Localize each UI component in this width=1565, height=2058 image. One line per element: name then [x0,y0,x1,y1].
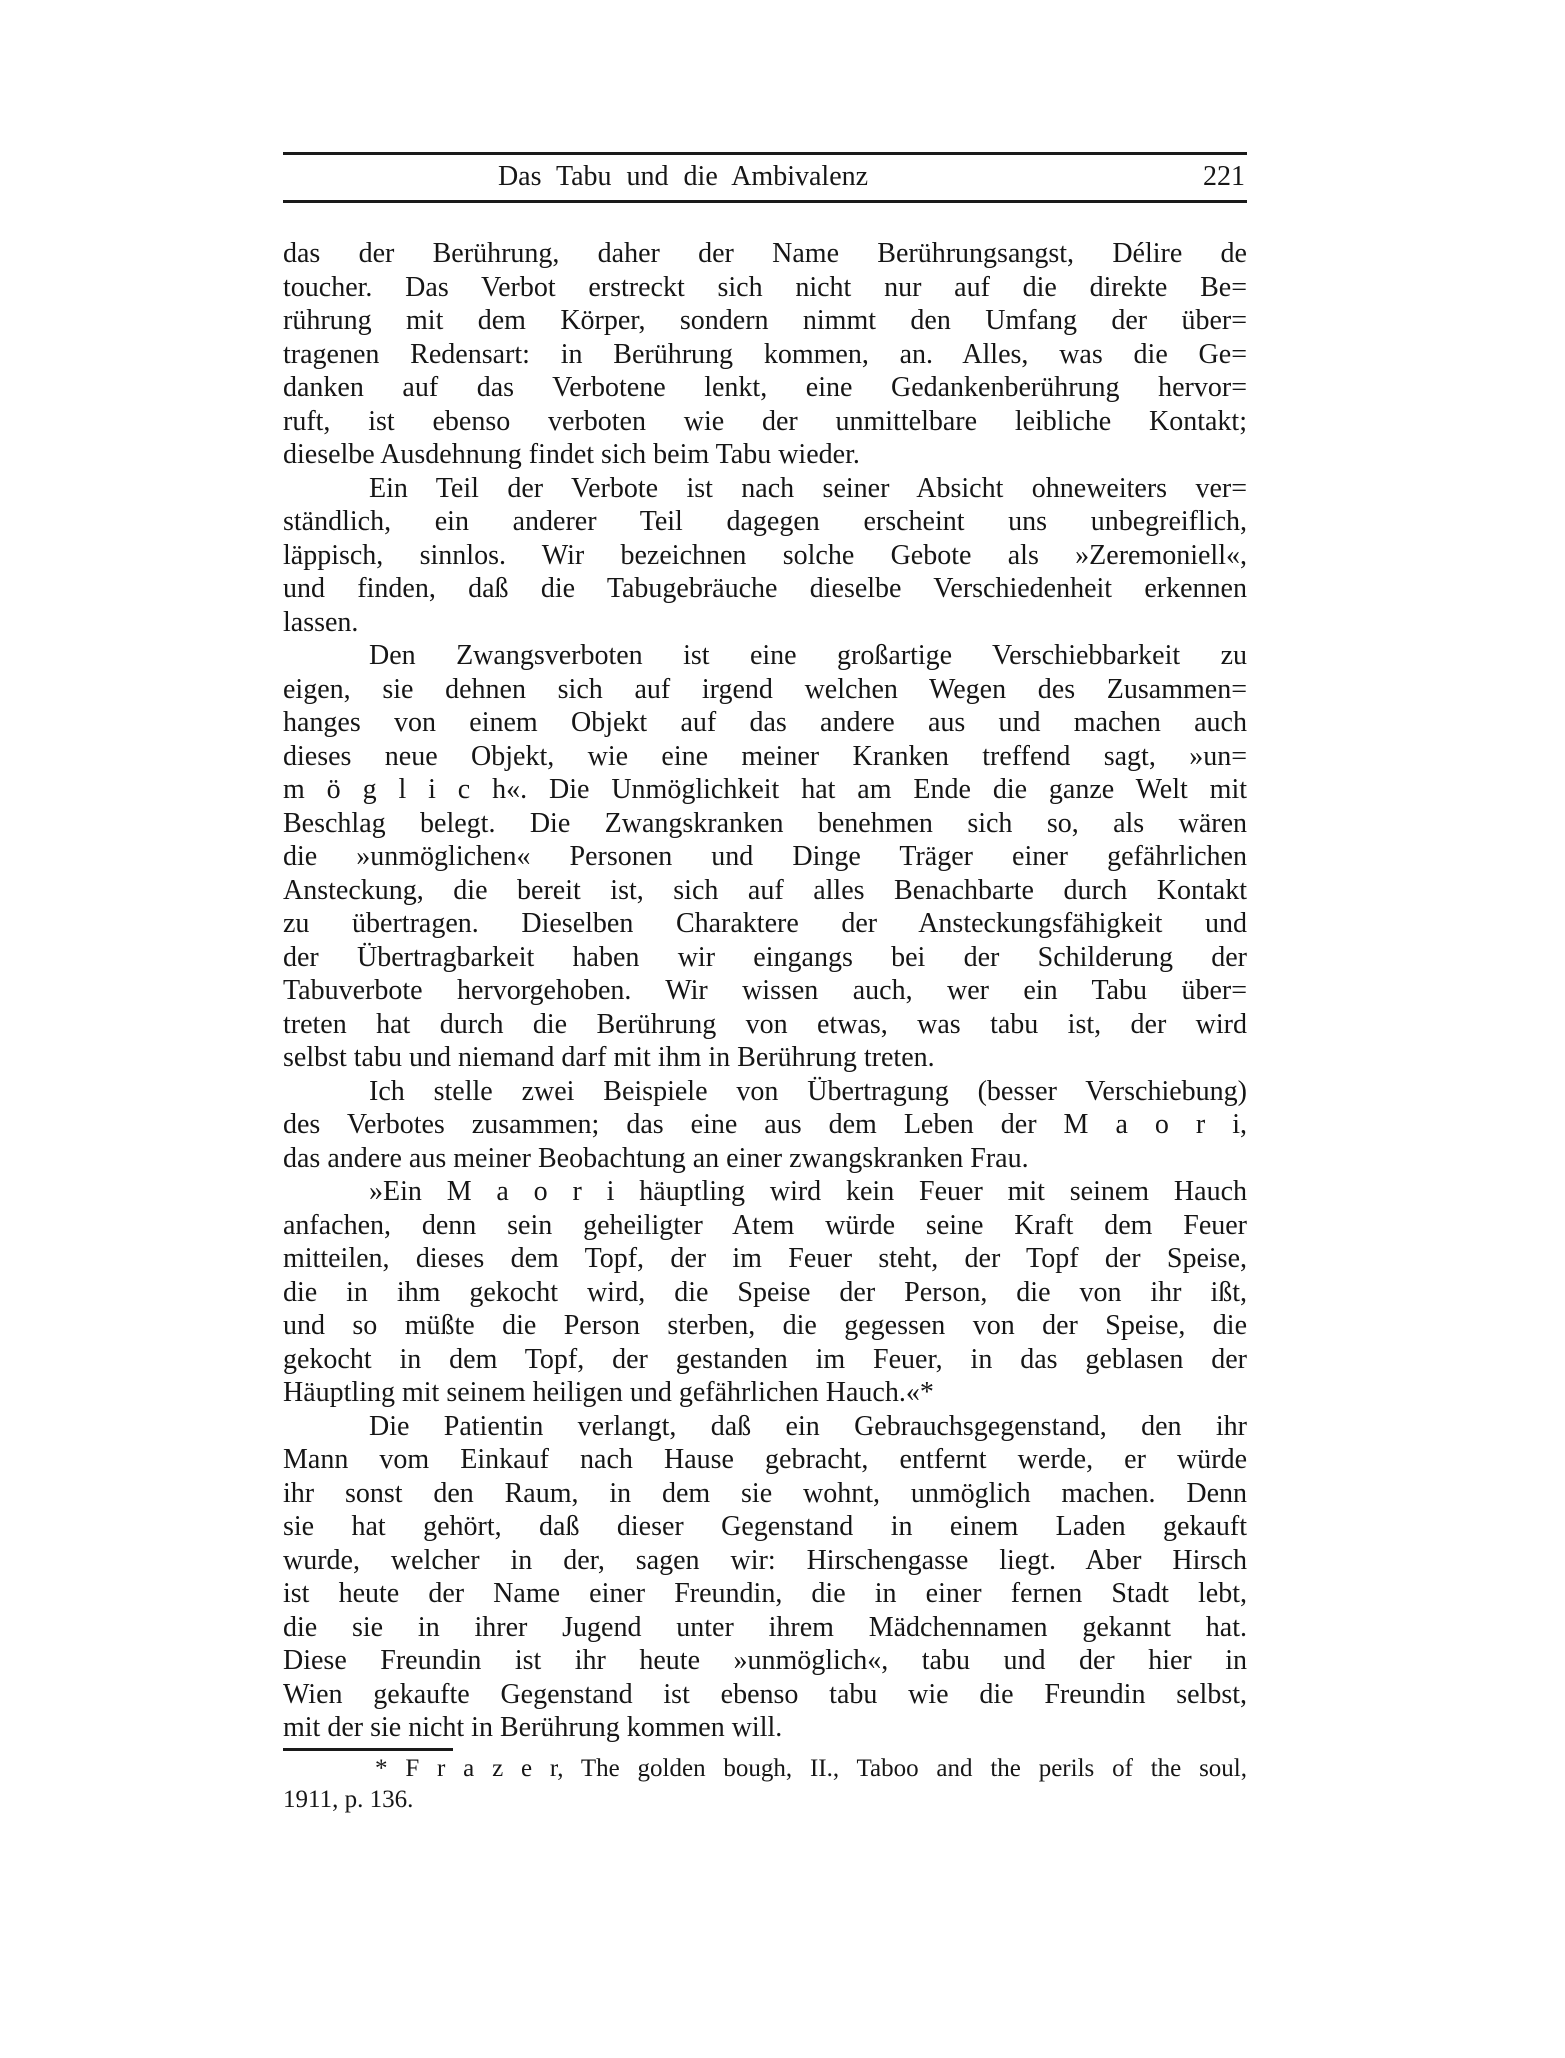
text-line: Diese Freundin ist ihr heute »unmöglich«, tabu und der hier in [283,1645,1247,1676]
text-line: die in ihm gekocht wird, die Speise der Person, die von ihr ißt, [283,1276,1247,1308]
text-line: treten hat durch die Berührung von etwas, was tabu ist, der wird [283,1008,1247,1040]
text-line: Ich stelle zwei Beispiele von Übertragung (besser Verschiebung) [369,1075,1247,1107]
text-line: Tabuverbote hervorgehoben. Wir wissen auch, wer ein Tabu über= [283,975,1247,1006]
footnote [283,1753,1247,1815]
text-line: »Ein M a o r i häuptling wird kein Feuer mit seinem Hauch [369,1176,1247,1207]
text-line: das der Berührung, daher der Name Berührungsangst, Délire de [283,238,1247,269]
text-line: ruft, ist ebenso verboten wie der unmittelbare leibliche Kontakt; [283,405,1247,437]
body-text [283,237,1247,1745]
header-rule-bottom [283,200,1247,203]
text-line: ständlich, ein anderer Teil dagegen erscheint uns unbegreiflich, [283,506,1247,537]
text-line: tragenen Redensart: in Berührung kommen, an. Alles, was die Ge= [283,338,1247,370]
text-line: Wien gekaufte Gegenstand ist ebenso tabu wie die Freundin selbst, [283,1678,1247,1710]
text-line: Die Patientin verlangt, daß ein Gebrauchsgegenstand, den ihr [369,1410,1247,1442]
text-line: zu übertragen. Dieselben Charaktere der Ansteckungsfähigkeit und [283,908,1247,939]
text-line: läppisch, sinnlos. Wir bezeichnen solche Gebote als »Zeremoniell«, [283,539,1247,571]
text-line: Häuptling mit seinem heiligen und gefährlichen Hauch.«* [283,1377,934,1408]
text-line: anfachen, denn sein geheiligter Atem würde seine Kraft dem Feuer [283,1209,1247,1241]
text-line: des Verbotes zusammen; das eine aus dem Leben der M a o r i, [283,1109,1247,1140]
page-number: 221 [1203,160,1245,192]
text-line: Ein Teil der Verbote ist nach seiner Absicht ohneweiters ver= [369,472,1247,504]
text-line: ist heute der Name einer Freundin, die in einer fernen Stadt lebt, [283,1578,1247,1609]
text-line: Den Zwangsverboten ist eine großartige Verschiebbarkeit zu [369,640,1247,671]
text-line: und finden, daß die Tabugebräuche dieselbe Verschiedenheit erkennen [283,573,1247,604]
text-line: selbst tabu und niemand darf mit ihm in Berührung treten. [283,1042,935,1073]
footnote-line: 1911, p. 136. [283,1786,414,1813]
text-line: danken auf das Verbotene lenkt, eine Gedankenberührung hervor= [283,372,1247,403]
text-line: der Übertragbarkeit haben wir eingangs bei der Schilderung der [283,941,1247,973]
text-line: sie hat gehört, daß dieser Gegenstand in einem Laden gekauft [283,1511,1247,1542]
text-line: rührung mit dem Körper, sondern nimmt den Umfang der über= [283,305,1247,336]
text-line: Mann vom Einkauf nach Hause gebracht, entfernt werde, er würde [283,1444,1247,1475]
text-line: toucher. Das Verbot erstreckt sich nicht nur auf die direkte Be= [283,271,1247,303]
footnote-separator [283,1748,453,1751]
page-header [283,153,1247,200]
text-line: dieselbe Ausdehnung findet sich beim Tabu wieder. [283,439,860,470]
text-line: mitteilen, dieses dem Topf, der im Feuer steht, der Topf der Speise, [283,1243,1247,1274]
text-line: wurde, welcher in der, sagen wir: Hirschengasse liegt. Aber Hirsch [283,1544,1247,1576]
text-line: Beschlag belegt. Die Zwangskranken benehmen sich so, als wären [283,807,1247,839]
text-line: das andere aus meiner Beobachtung an einer zwangskranken Frau. [283,1142,1029,1174]
text-line: gekocht in dem Topf, der gestanden im Feuer, in das geblasen der [283,1343,1247,1375]
text-line: lassen. [283,606,359,638]
running-title: Das Tabu und die Ambivalenz [497,160,869,192]
text-line: Ansteckung, die bereit ist, sich auf alles Benachbarte durch Kontakt [283,874,1247,906]
text-line: ihr sonst den Raum, in dem sie wohnt, unmöglich machen. Denn [283,1477,1247,1509]
text-line: dieses neue Objekt, wie eine meiner Kranken treffend sagt, »un= [283,740,1247,772]
text-line: hanges von einem Objekt auf das andere aus und machen auch [283,707,1247,738]
text-line: m ö g l i c h«. Die Unmöglichkeit hat am Ende die ganze Welt mit [283,774,1247,805]
text-line: die sie in ihrer Jugend unter ihrem Mädchennamen gekannt hat. [283,1611,1247,1643]
text-line: und so müßte die Person sterben, die gegessen von der Speise, die [283,1310,1247,1341]
footnote-line: * F r a z e r, The golden bough, II., Taboo and the perils of the soul, [375,1755,1247,1782]
text-line: eigen, sie dehnen sich auf irgend welchen Wegen des Zusammen= [283,673,1247,705]
text-line: mit der sie nicht in Berührung kommen will. [283,1712,783,1743]
text-line: die »unmöglichen« Personen und Dinge Träger einer gefährlichen [283,841,1247,872]
